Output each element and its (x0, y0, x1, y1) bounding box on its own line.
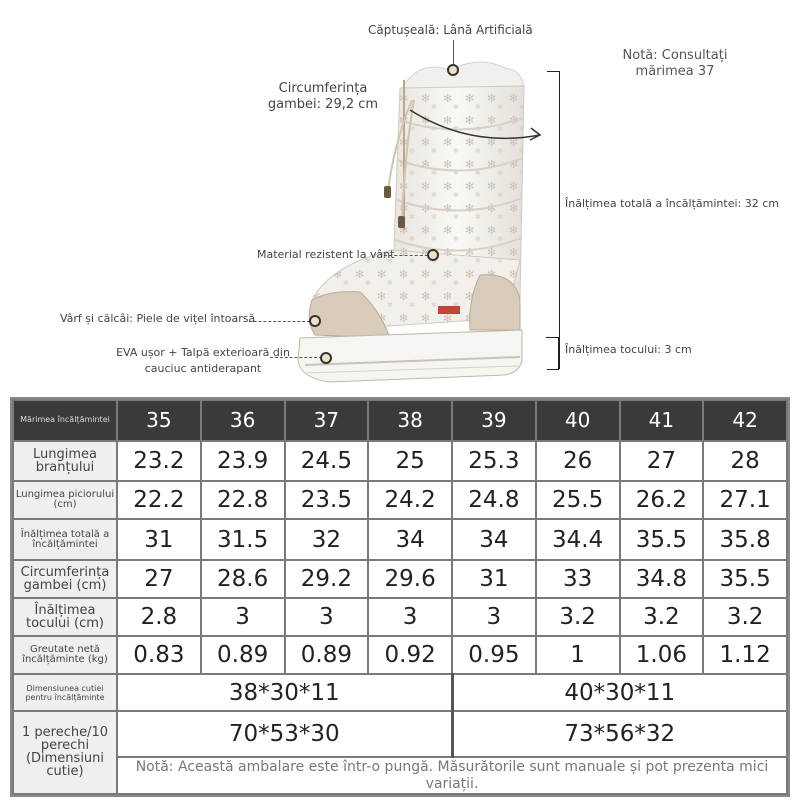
toe-heel-annotation: Vârf și călcâi: Piele de vițel întoarsă (60, 312, 256, 325)
table-cell: 3 (452, 598, 536, 635)
table-row (13, 519, 787, 560)
wind-material-leader (384, 255, 428, 256)
size-header-cell: 41 (620, 400, 704, 441)
table-cell: 0.89 (285, 636, 369, 674)
table-cell: 23.2 (117, 441, 201, 482)
size-header-cell: 39 (452, 400, 536, 441)
table-cell: 3.2 (536, 598, 620, 635)
table-row (13, 636, 787, 674)
table-cell: 3 (368, 598, 452, 635)
table-cell: 3 (201, 598, 285, 635)
table-cell: 25 (368, 441, 452, 482)
table-cell: 23.9 (201, 441, 285, 482)
table-cell: 0.83 (117, 636, 201, 674)
table-cell: 25.3 (452, 441, 536, 482)
box-dimensions-row (13, 674, 787, 710)
table-cell: 33 (536, 560, 620, 598)
table-cell: 22.8 (201, 481, 285, 519)
footnote-row (13, 757, 787, 794)
total-height-annotation: Înălțimea totală a încălțămintei: 32 cm (565, 197, 779, 210)
table-cell: 28 (703, 441, 787, 482)
heel-bracket-top (546, 337, 558, 338)
row-label-pack-dimensions: 1 pereche/10 perechi (Dimensiuni cutie) (13, 711, 117, 794)
table-cell: 27.1 (703, 481, 787, 519)
table-cell: 35.5 (620, 519, 704, 560)
size-header-row (13, 400, 787, 441)
size-table (12, 399, 788, 795)
toe-heel-leader (244, 321, 310, 322)
table-cell: 3.2 (620, 598, 704, 635)
wind-material-annotation: Material rezistent la vânt (257, 248, 395, 261)
table-cell: 29.2 (285, 560, 369, 598)
box-dimensions-small: 38*30*11 (117, 674, 452, 710)
table-row (13, 481, 787, 519)
table-cell: 26.2 (620, 481, 704, 519)
row-label-total-height: Înălțimea totală a încălțămintei (13, 519, 117, 560)
size-header-cell: 40 (536, 400, 620, 441)
table-cell: 25.5 (536, 481, 620, 519)
table-cell: 1.12 (703, 636, 787, 674)
table-cell: 24.8 (452, 481, 536, 519)
table-cell: 0.89 (201, 636, 285, 674)
row-label-insole-length: Lungimea branțului (13, 441, 117, 482)
sole-annotation (108, 345, 298, 377)
sole-annotation-text: EVA ușor + Talpă exterioară din cauciuc antiderapant (116, 346, 290, 375)
pack-dimensions-small: 70*53*30 (117, 711, 452, 758)
size-chart (10, 397, 790, 797)
heel-height-annotation: Înălțimea tocului: 3 cm (565, 343, 692, 356)
table-cell: 24.5 (285, 441, 369, 482)
calf-circumference-text: Circumferința gambei: 29,2 cm (267, 81, 379, 112)
table-cell: 1 (536, 636, 620, 674)
table-cell: 29.6 (368, 560, 452, 598)
table-cell: 1.06 (620, 636, 704, 674)
table-cell: 0.95 (452, 636, 536, 674)
table-cell: 2.8 (117, 598, 201, 635)
table-cell: 31 (452, 560, 536, 598)
table-cell: 28.6 (201, 560, 285, 598)
table-cell: 3.2 (703, 598, 787, 635)
table-cell: 26 (536, 441, 620, 482)
table-cell: 32 (285, 519, 369, 560)
lining-annotation: Căptușeală: Lână Artificială (368, 23, 533, 37)
row-label-foot-length: Lungimea piciorului (cm) (13, 481, 117, 519)
table-cell: 35.5 (703, 560, 787, 598)
row-label-heel-height: Înălțimea tocului (cm) (13, 598, 117, 635)
size-note-text: Notă: Consultați mărimea 37 (622, 48, 728, 79)
row-label-net-weight: Greutate netă încălțăminte (kg) (13, 636, 117, 674)
table-cell: 27 (117, 560, 201, 598)
size-note-annotation (615, 48, 735, 80)
table-cell: 24.2 (368, 481, 452, 519)
table-row (13, 560, 787, 598)
height-bracket-bottom (547, 369, 559, 370)
table-row (13, 441, 787, 482)
height-bracket-top (547, 71, 559, 72)
box-dimensions-large: 40*30*11 (452, 674, 787, 710)
table-cell: 34 (368, 519, 452, 560)
height-bracket-line (559, 71, 560, 369)
pack-dimensions-row (13, 711, 787, 758)
lining-leader-line (453, 40, 454, 64)
calf-circumference-annotation (258, 81, 388, 113)
table-cell: 23.5 (285, 481, 369, 519)
size-header-cell: 42 (703, 400, 787, 441)
heel-bracket-line (558, 337, 559, 369)
row-label-box-dimensions: Dimensiunea cutiei pentru încălțăminte (13, 674, 117, 710)
table-cell: 35.8 (703, 519, 787, 560)
size-header-label: Mărimea încălțămintei (13, 400, 117, 441)
pack-dimensions-large: 73*56*32 (452, 711, 787, 758)
table-cell: 22.2 (117, 481, 201, 519)
size-header-cell: 37 (285, 400, 369, 441)
table-cell: 31.5 (201, 519, 285, 560)
table-row (13, 598, 787, 635)
product-illustration-area (0, 0, 800, 395)
table-cell: 31 (117, 519, 201, 560)
table-cell: 34.4 (536, 519, 620, 560)
size-header-cell: 35 (117, 400, 201, 441)
packaging-footnote: Notă: Această ambalare este într-o pungă. Măsurătorile sunt manuale și pot prezenta mici variații. (117, 757, 787, 794)
table-cell: 34 (452, 519, 536, 560)
toe-heel-marker-dot (309, 315, 321, 327)
wind-material-marker-dot (427, 249, 439, 261)
table-cell: 3 (285, 598, 369, 635)
table-cell: 27 (620, 441, 704, 482)
table-cell: 0.92 (368, 636, 452, 674)
table-cell: 34.8 (620, 560, 704, 598)
sole-leader (270, 357, 322, 358)
lining-marker-dot (447, 64, 459, 76)
sole-marker-dot (320, 352, 332, 364)
size-header-cell: 36 (201, 400, 285, 441)
size-header-cell: 38 (368, 400, 452, 441)
row-label-calf-circumference: Circumferința gambei (cm) (13, 560, 117, 598)
